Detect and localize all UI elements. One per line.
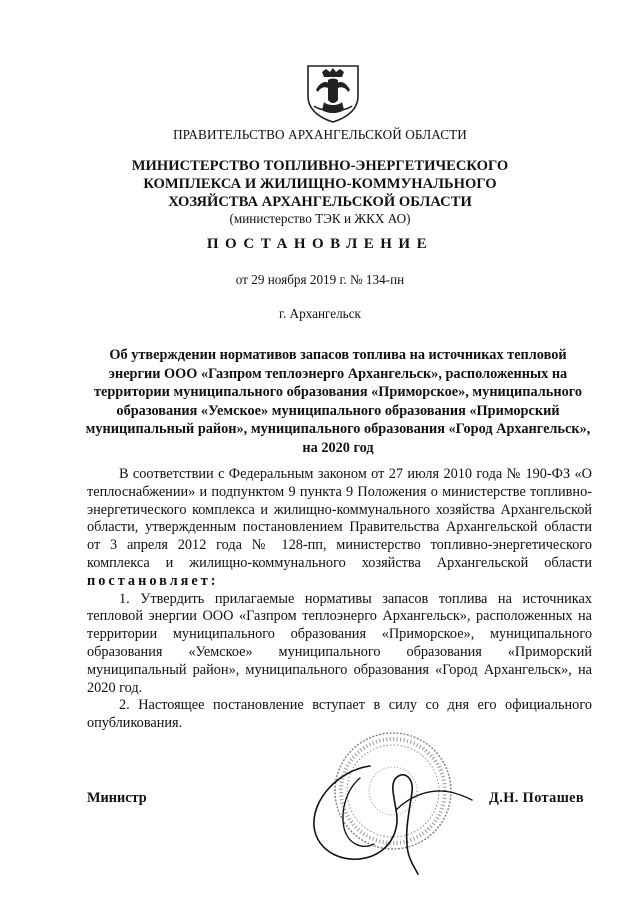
date-and-number: от 29 ноября 2019 г. № 134-пн [235, 272, 405, 287]
handwritten-signature [300, 748, 480, 878]
preamble-text: В соответствии с Федеральным законом от 27 июля 2010 года № 190-ФЗ «О теплоснабжении» и подпунктом 9 пункта 9 Положения о министерстве топливно-энергетического комплекса и жилищно-коммунального хозяйства Архангельской области, утвержденным постановлением Правительства Архангельской области от 3 апреля 2012 года № 128-пп, министерство топливно-энергетического комплекса и жилищно-коммунального хозяйства Архангельской области [87, 466, 592, 571]
city: г. Архангельск [279, 306, 361, 321]
ministry-abbreviation: (министерство ТЭК и ЖКХ АО) [229, 211, 411, 226]
document-subject: Об утверждении нормативов запасов топлива на источниках тепловой энергии ООО «Газпром теплоэнерго Архангельск», расположенных на территории муниципального образования «Приморское», муниципального образования «Уемское» муниципального образования «Приморский муниципальный район», муниципального образования «Город Архангельск», на 2020 год [85, 347, 591, 456]
coat-of-arms-icon [304, 62, 362, 124]
signatory-name: Д.Н. Поташев [489, 790, 585, 806]
ministry-line: МИНИСТЕРСТВО ТОПЛИВНО-ЭНЕРГЕТИЧЕСКОГО [131, 158, 509, 174]
preamble-paragraph [87, 466, 592, 591]
signatory-position: Министр [87, 790, 147, 806]
government-name: ПРАВИТЕЛЬСТВО АРХАНГЕЛЬСКОЙ ОБЛАСТИ [173, 127, 467, 142]
item-1-paragraph: 1. Утвердить прилагаемые нормативы запасов топлива на источниках тепловой энергии ООО «Газпром теплоэнерго Архангельск», расположенных на территории муниципального образования «Приморское», муниципального образования «Уемское» муниципального образования «Приморский муниципальный район», муниципального образования «Город Архангельск», на 2020 год. [87, 590, 592, 696]
ministry-line: ХОЗЯЙСТВА АРХАНГЕЛЬСКОЙ ОБЛАСТИ [168, 194, 472, 210]
document-type-title: ПОСТАНОВЛЕНИЕ [206, 236, 434, 252]
resolves-word: постановляет: [87, 572, 219, 589]
ministry-line: КОМПЛЕКСА И ЖИЛИЩНО-КОММУНАЛЬНОГО [143, 176, 497, 192]
ministry-name [0, 157, 640, 211]
document-body [87, 466, 592, 733]
item-2-paragraph: 2. Настоящее постановление вступает в силу со дня его официального опубликования. [87, 697, 592, 732]
